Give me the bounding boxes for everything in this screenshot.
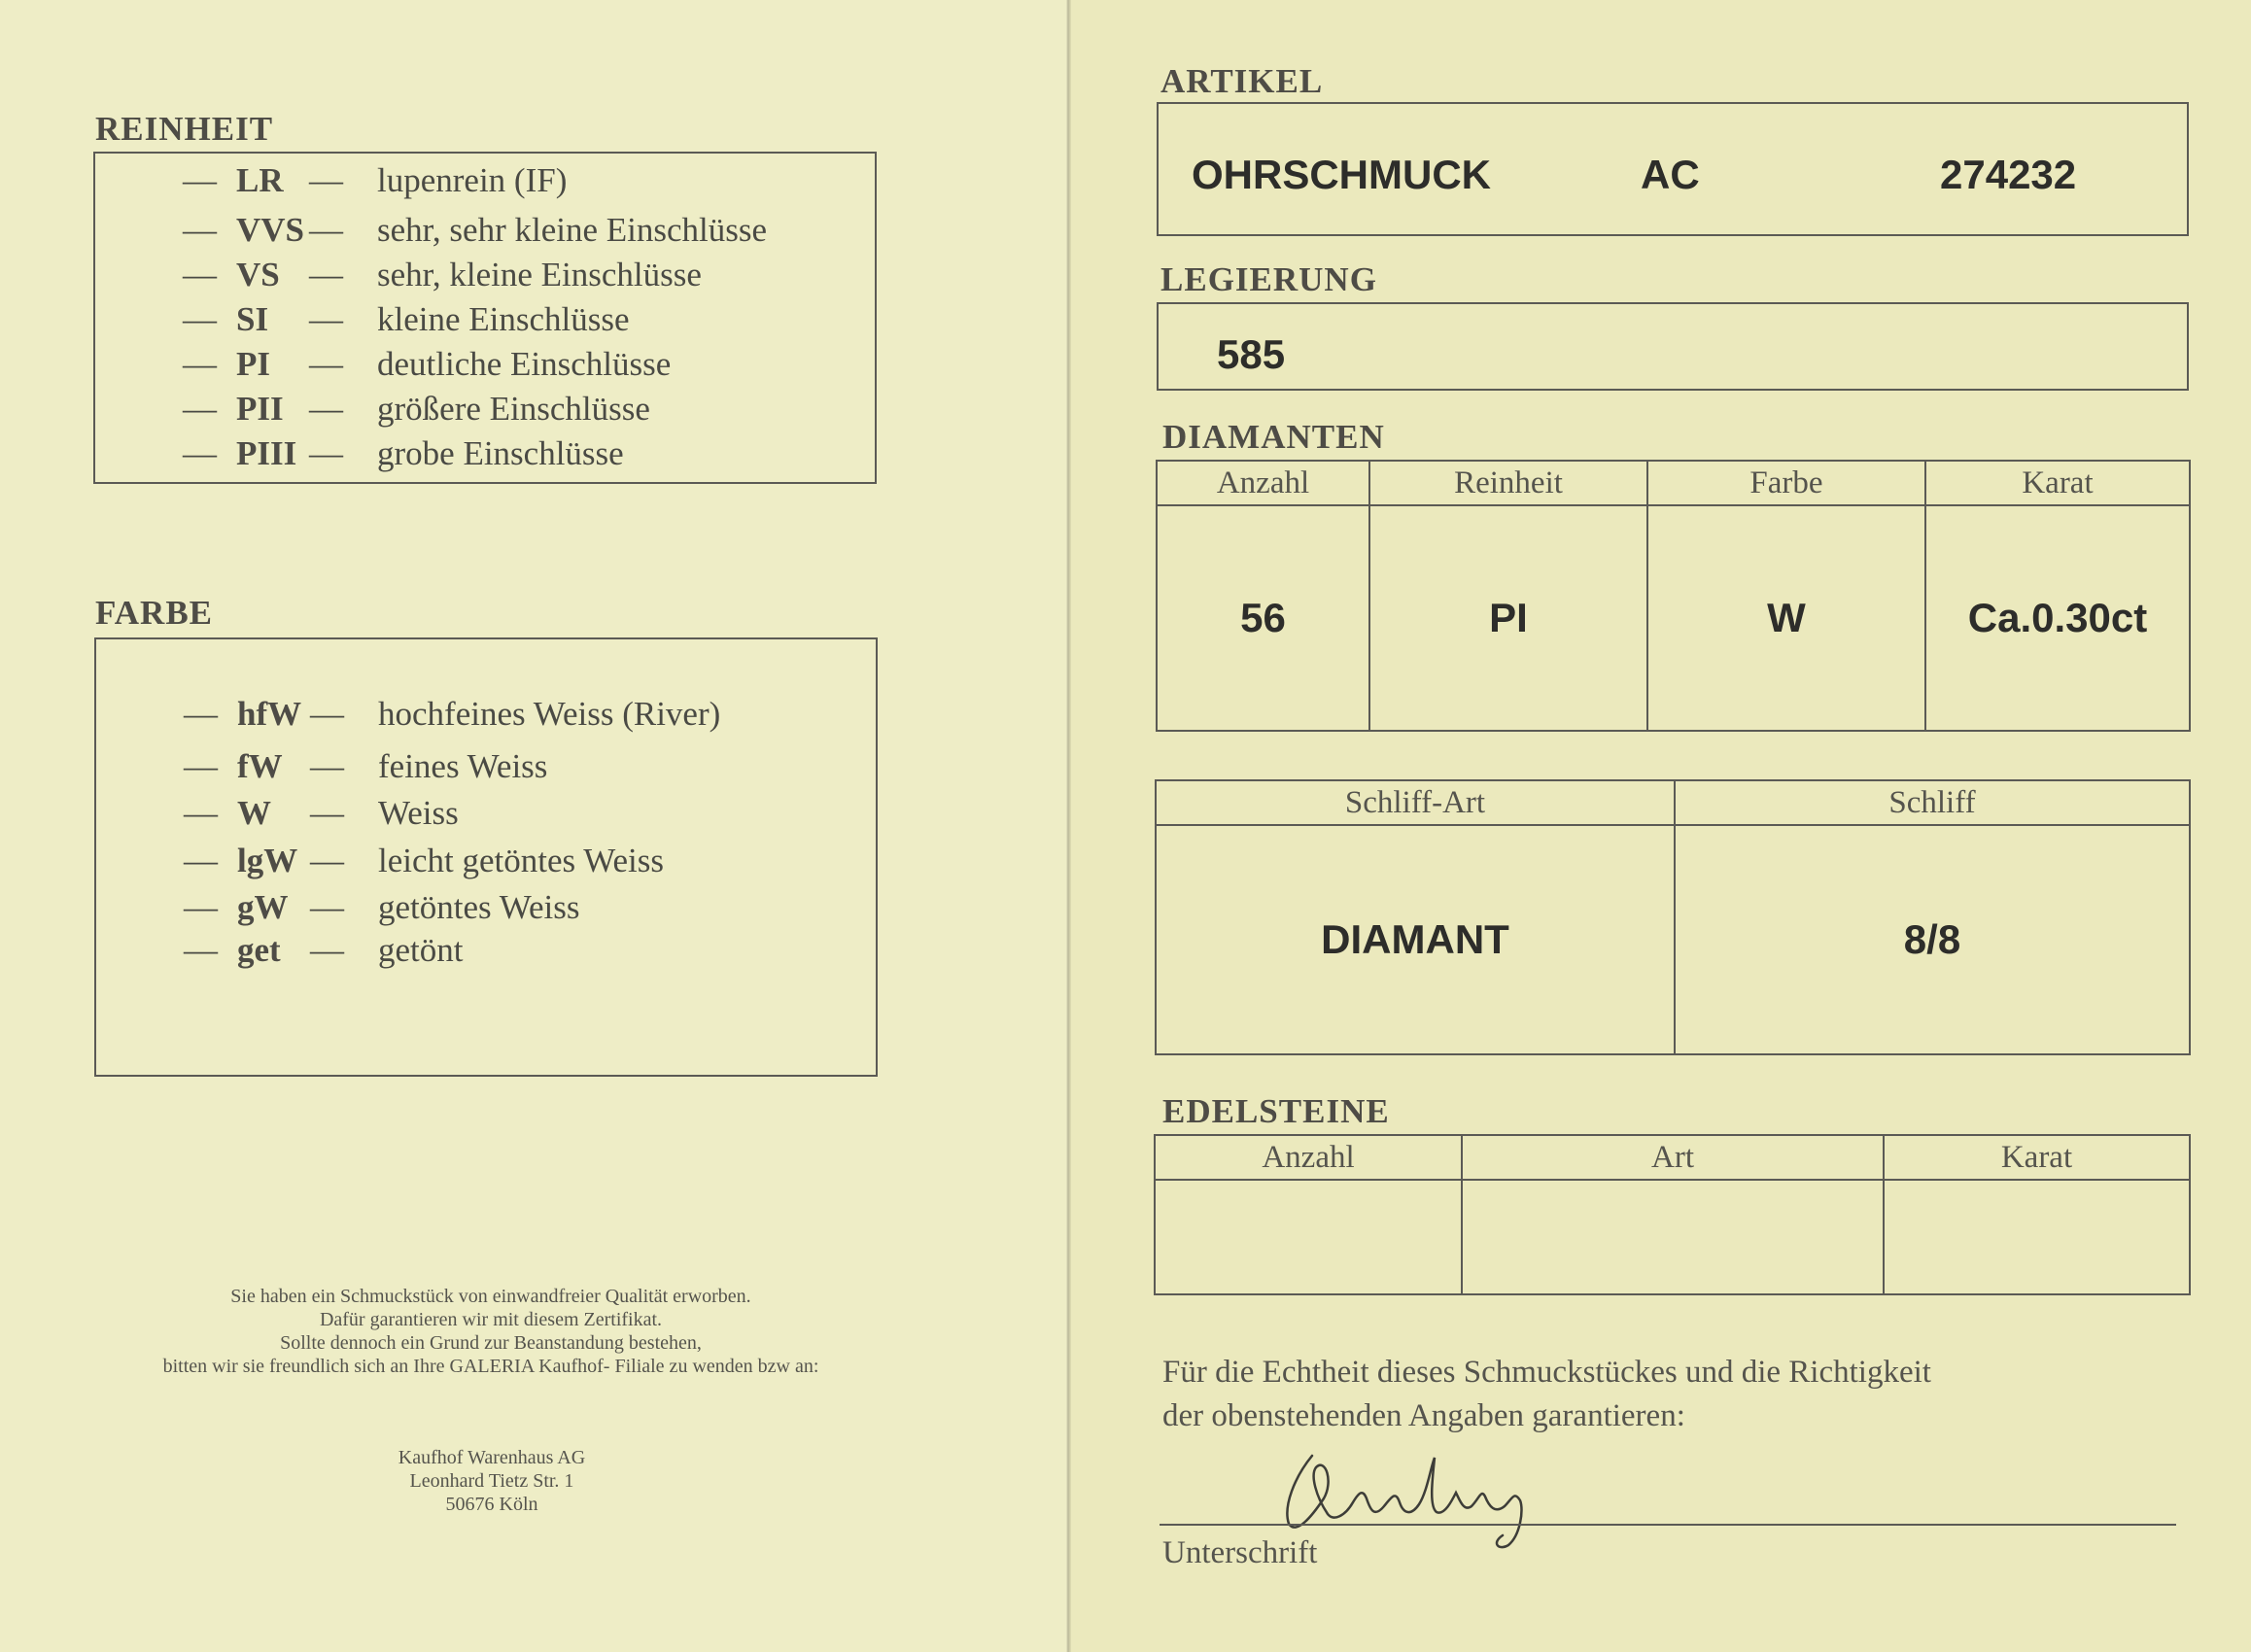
diamanten-karat-value: Ca.0.30ct: [1925, 505, 2190, 731]
dash: —: [184, 695, 218, 733]
diamanten-reinheit-value: PI: [1369, 505, 1647, 731]
clarity-description: kleine Einschlüsse: [377, 300, 630, 338]
clarity-code: PII: [236, 390, 284, 428]
edelsteine-anzahl-value: [1155, 1180, 1462, 1294]
farbe-row: [96, 695, 876, 740]
clarity-code: LR: [236, 161, 284, 199]
edelsteine-header-karat: Karat: [1884, 1135, 2190, 1180]
dash: —: [184, 888, 218, 926]
clarity-description: grobe Einschlüsse: [377, 434, 624, 472]
dash: —: [309, 256, 343, 293]
edelsteine-header-anzahl: Anzahl: [1155, 1135, 1462, 1180]
diamanten-title: DIAMANTEN: [1162, 418, 1385, 456]
diamanten-header-karat: Karat: [1925, 461, 2190, 505]
legierung-value: 585: [1217, 331, 1286, 377]
diamanten-farbe-value: W: [1647, 505, 1925, 731]
dash: —: [310, 888, 344, 926]
color-description: getönt: [378, 931, 464, 969]
farbe-row: [96, 931, 876, 976]
reinheit-row: [95, 390, 875, 434]
color-description: Weiss: [378, 794, 459, 832]
farbe-row: [96, 747, 876, 792]
dash: —: [183, 345, 217, 383]
artikel-name: OHRSCHMUCK: [1192, 152, 1491, 197]
dash: —: [183, 434, 217, 472]
farbe-legend-box: [94, 637, 878, 1077]
guarantee-line: der obenstehenden Angaben garantieren:: [1162, 1398, 1685, 1433]
color-code: lgW: [237, 842, 298, 879]
legierung-box: [1157, 302, 2189, 391]
schliff-header: Schliff: [1675, 780, 2190, 825]
reinheit-legend-box: [93, 152, 877, 484]
clarity-description: lupenrein (IF): [377, 161, 568, 199]
farbe-row: [96, 842, 876, 886]
schliff-value: 8/8: [1675, 825, 2190, 1054]
clarity-code: PI: [236, 345, 270, 383]
dash: —: [309, 211, 343, 249]
clarity-description: deutliche Einschlüsse: [377, 345, 672, 383]
clarity-description: sehr, sehr kleine Einschlüsse: [377, 211, 767, 249]
dash: —: [184, 794, 218, 832]
color-description: getöntes Weiss: [378, 888, 580, 926]
dash: —: [309, 161, 343, 199]
dash: —: [183, 300, 217, 338]
schliff-art-header: Schliff-Art: [1156, 780, 1675, 825]
edelsteine-art-value: [1462, 1180, 1884, 1294]
artikel-number: 274232: [1940, 152, 2077, 197]
schliff-art-value: DIAMANT: [1156, 825, 1675, 1054]
reinheit-row: [95, 211, 875, 256]
dash: —: [183, 161, 217, 199]
clarity-code: VS: [236, 256, 280, 293]
legierung-title: LEGIERUNG: [1160, 260, 1377, 298]
clarity-code: PIII: [236, 434, 297, 472]
clarity-code: VVS: [236, 211, 305, 249]
dash: —: [310, 794, 344, 832]
dash: —: [309, 434, 343, 472]
reinheit-title: REINHEIT: [95, 110, 274, 148]
company-address: [297, 1446, 686, 1516]
diamanten-header-reinheit: Reinheit: [1369, 461, 1647, 505]
diamanten-anzahl-value: 56: [1157, 505, 1369, 731]
color-description: leicht getöntes Weiss: [378, 842, 664, 879]
reinheit-row: [95, 161, 875, 206]
dash: —: [184, 747, 218, 785]
dash: —: [183, 256, 217, 293]
color-description: feines Weiss: [378, 747, 548, 785]
left-page: [0, 0, 1069, 1652]
edelsteine-table: [1154, 1134, 2191, 1295]
dash: —: [309, 390, 343, 428]
dash: —: [309, 300, 343, 338]
notice-line: Sollte dennoch ein Grund zur Beanstandung bestehen,: [280, 1332, 702, 1354]
reinheit-row: [95, 345, 875, 390]
quality-notice: [58, 1285, 923, 1378]
address-line: Kaufhof Warenhaus AG: [398, 1447, 586, 1468]
notice-line: Dafür garantieren wir mit diesem Zertifikat.: [319, 1309, 663, 1330]
clarity-description: sehr, kleine Einschlüsse: [377, 256, 702, 293]
notice-line: bitten wir sie freundlich sich an Ihre GALERIA Kaufhof- Filiale zu wenden bzw an:: [162, 1356, 819, 1377]
signature-line: [1160, 1524, 2176, 1526]
color-code: gW: [237, 888, 289, 926]
clarity-description: größere Einschlüsse: [377, 390, 650, 428]
edelsteine-header-art: Art: [1462, 1135, 1884, 1180]
reinheit-row: [95, 300, 875, 345]
edelsteine-karat-value: [1884, 1180, 2190, 1294]
color-code: hfW: [237, 695, 302, 733]
color-code: W: [237, 794, 271, 832]
color-code: get: [237, 931, 281, 969]
diamanten-header-farbe: Farbe: [1647, 461, 1925, 505]
notice-line: Sie haben ein Schmuckstück von einwandfreier Qualität erworben.: [230, 1286, 751, 1307]
dash: —: [310, 695, 344, 733]
right-page: [1071, 0, 2251, 1652]
color-description: hochfeines Weiss (River): [378, 695, 721, 733]
dash: —: [183, 211, 217, 249]
edelsteine-title: EDELSTEINE: [1162, 1092, 1390, 1130]
reinheit-row: [95, 256, 875, 300]
diamanten-table: [1156, 460, 2191, 732]
dash: —: [310, 842, 344, 879]
dash: —: [184, 842, 218, 879]
dash: —: [310, 931, 344, 969]
guarantee-line: Für die Echtheit dieses Schmuckstückes und die Richtigkeit: [1162, 1355, 1931, 1390]
dash: —: [183, 390, 217, 428]
dash: —: [310, 747, 344, 785]
signature-label: Unterschrift: [1162, 1535, 1318, 1570]
diamanten-header-anzahl: Anzahl: [1157, 461, 1369, 505]
address-line: Leonhard Tietz Str. 1: [409, 1470, 574, 1492]
farbe-title: FARBE: [95, 594, 214, 632]
farbe-row: [96, 794, 876, 839]
artikel-title: ARTIKEL: [1160, 62, 1324, 100]
handwritten-signature: [1265, 1428, 1615, 1555]
schliff-table: [1155, 779, 2191, 1055]
guarantee-text: [1162, 1351, 1931, 1438]
reinheit-row: [95, 434, 875, 479]
address-line: 50676 Köln: [445, 1494, 538, 1515]
dash: —: [309, 345, 343, 383]
farbe-row: [96, 888, 876, 933]
dash: —: [184, 931, 218, 969]
color-code: fW: [237, 747, 283, 785]
clarity-code: SI: [236, 300, 269, 338]
artikel-code: AC: [1641, 152, 1700, 197]
